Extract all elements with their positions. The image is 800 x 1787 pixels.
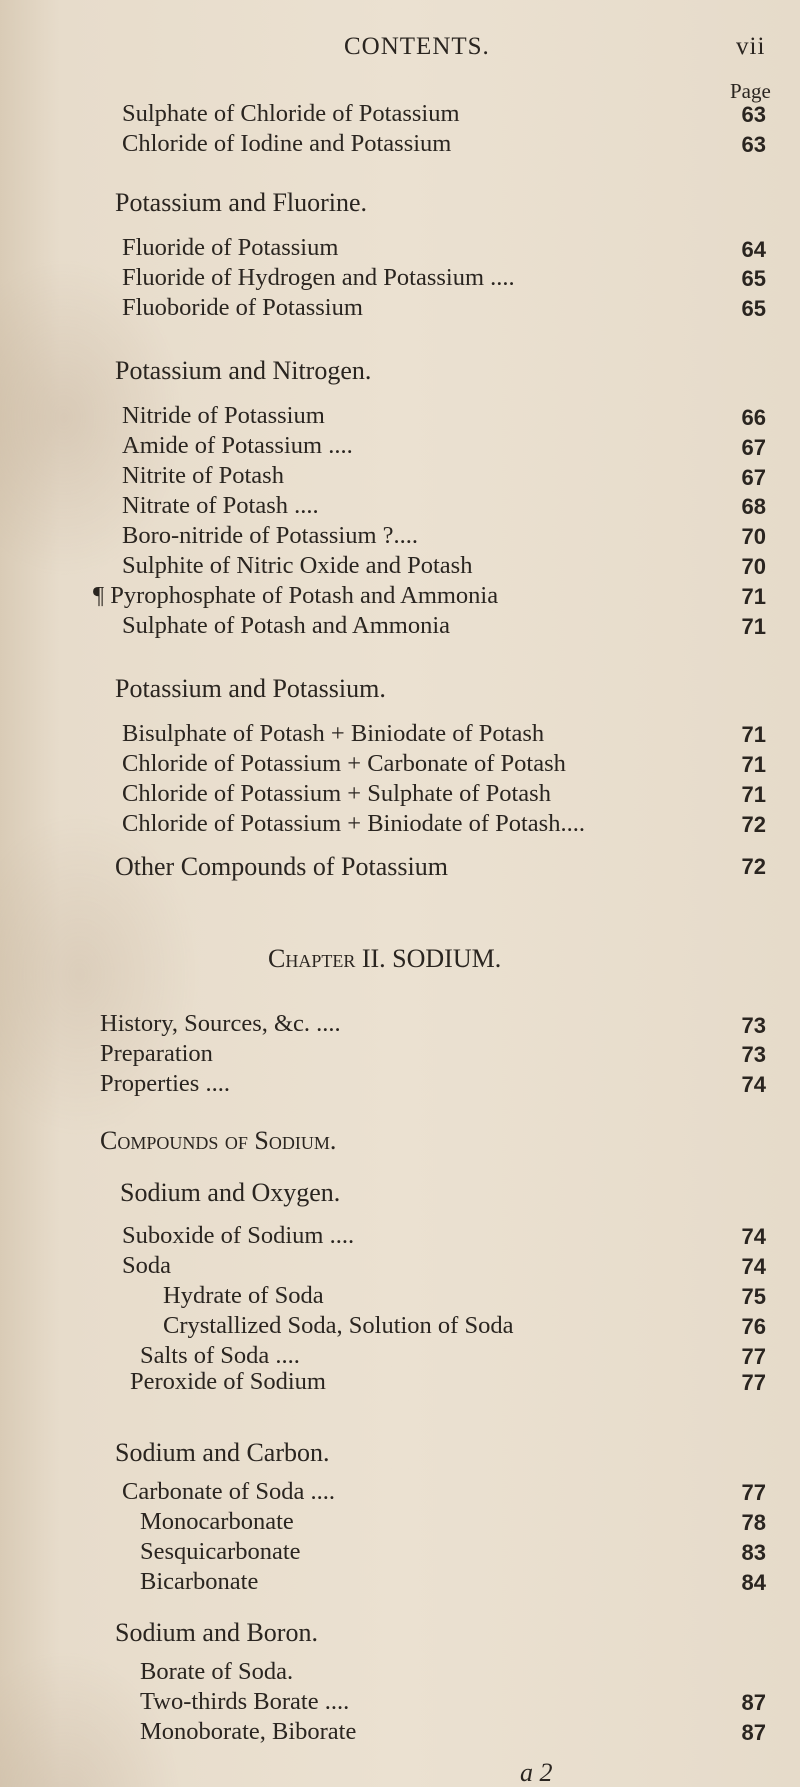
toc-entry: Fluoride of Hydrogen and Potassium ....	[122, 264, 515, 291]
toc-entry: Bicarbonate	[140, 1568, 259, 1595]
toc-page-number: 76	[741, 1314, 766, 1339]
toc-page-number: 71	[741, 782, 766, 807]
section-heading: Compounds of Sodium.	[100, 1126, 337, 1155]
toc-page-number: 84	[741, 1570, 766, 1595]
toc-entry: Amide of Potassium ....	[122, 432, 353, 459]
toc-entry: Borate of Soda.	[140, 1658, 294, 1685]
section-heading: Sodium and Carbon.	[115, 1438, 330, 1467]
toc-page-number: 77	[741, 1370, 766, 1395]
toc-page-number: 74	[741, 1072, 766, 1097]
toc-page-number: 64	[741, 237, 766, 262]
toc-page-number: 77	[741, 1344, 766, 1369]
chapter-heading: Chapter II. SODIUM.	[268, 944, 502, 973]
section-heading: Potassium and Fluorine.	[115, 188, 368, 217]
toc-page-number: 63	[741, 102, 766, 127]
toc-page-number: 74	[741, 1254, 766, 1279]
toc-page-number: 72	[741, 812, 766, 837]
toc-page-number: 71	[741, 584, 766, 609]
section-heading: Sodium and Boron.	[115, 1618, 318, 1647]
toc-entry: Monocarbonate	[140, 1508, 294, 1535]
toc-page-number: 74	[741, 1224, 766, 1249]
toc-entry: Sesquicarbonate	[140, 1538, 301, 1565]
toc-entry: Suboxide of Sodium ....	[122, 1222, 355, 1249]
toc-entry: Carbonate of Soda ....	[122, 1478, 335, 1505]
toc-entry: Sulphate of Chloride of Potassium	[122, 100, 460, 127]
page-title: CONTENTS.	[344, 33, 490, 60]
toc-entry: Preparation	[100, 1040, 213, 1067]
toc-page-number: 71	[741, 722, 766, 747]
toc-page-number: 77	[741, 1480, 766, 1505]
toc-entry: Crystallized Soda, Solution of Soda	[163, 1312, 514, 1339]
toc-entry: Salts of Soda ....	[140, 1342, 300, 1369]
toc-page-number: 70	[741, 524, 766, 549]
toc-entry: Chloride of Potassium + Carbonate of Potash	[122, 750, 566, 777]
toc-page-number: 63	[741, 132, 766, 157]
toc-page-number: 66	[741, 405, 766, 430]
toc-entry: Chloride of Iodine and Potassium	[122, 130, 452, 157]
toc-page-number: 71	[741, 752, 766, 777]
toc-entry: Chloride of Potassium + Sulphate of Potash	[122, 780, 551, 807]
toc-page-number: 78	[741, 1510, 766, 1535]
toc-entry: Sulphate of Potash and Ammonia	[122, 612, 450, 639]
toc-page-number: 67	[741, 465, 766, 490]
toc-page-number: 83	[741, 1540, 766, 1565]
toc-entry: Nitrite of Potash	[122, 462, 284, 489]
roman-page-number: vii	[736, 33, 766, 60]
toc-page-number: 65	[741, 266, 766, 291]
page-column-label: Page	[730, 79, 771, 103]
toc-entry: Boro-nitride of Potassium ?....	[122, 522, 419, 549]
section-heading: Potassium and Potassium.	[115, 674, 386, 703]
toc-page-number: 87	[741, 1720, 766, 1745]
toc-page-number: 73	[741, 1042, 766, 1067]
signature-mark: a 2	[520, 1758, 553, 1787]
toc-entry: Nitride of Potassium	[122, 402, 325, 429]
toc-entry: Bisulphate of Potash + Biniodate of Potash	[122, 720, 545, 747]
section-heading: Sodium and Oxygen.	[120, 1178, 341, 1207]
toc-page-number: 73	[741, 1013, 766, 1038]
toc-entry: Hydrate of Soda	[163, 1282, 324, 1309]
toc-page-number: 67	[741, 435, 766, 460]
toc-entry: Chloride of Potassium + Biniodate of Potash....	[122, 810, 585, 837]
toc-page-number: 70	[741, 554, 766, 579]
toc-entry: Soda	[122, 1252, 171, 1279]
toc-entry: Two-thirds Borate ....	[140, 1688, 350, 1715]
section-heading: Other Compounds of Potassium	[115, 852, 448, 881]
toc-page-number: 71	[741, 614, 766, 639]
toc-entry: Nitrate of Potash ....	[122, 492, 319, 519]
toc-entry: History, Sources, &c. ....	[100, 1010, 341, 1037]
section-heading: Potassium and Nitrogen.	[115, 356, 372, 385]
toc-entry: Fluoride of Potassium	[122, 234, 339, 261]
toc-page-number: 68	[741, 494, 766, 519]
toc-page-number: 87	[741, 1690, 766, 1715]
toc-entry: Sulphite of Nitric Oxide and Potash	[122, 552, 473, 579]
toc-entry: Fluoboride of Potassium	[122, 294, 363, 321]
toc-entry: ¶ Pyrophosphate of Potash and Ammonia	[93, 582, 499, 609]
toc-page-number: 75	[741, 1284, 766, 1309]
toc-entry: Monoborate, Biborate	[140, 1718, 357, 1745]
toc-entry: Properties ....	[100, 1070, 230, 1097]
toc-page-number: 72	[741, 854, 766, 879]
toc-entry: Peroxide of Sodium	[130, 1368, 326, 1395]
toc-page-number: 65	[741, 296, 766, 321]
